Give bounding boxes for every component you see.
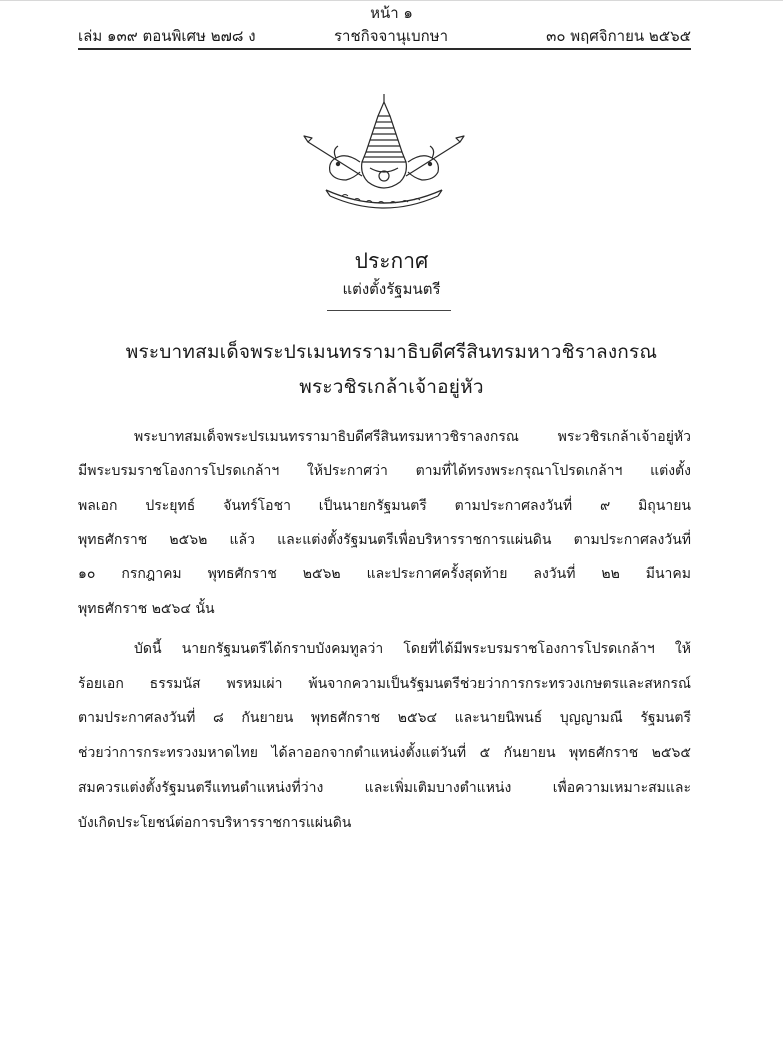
- paragraph-line: ๑๐ กรกฎาคม พุทธศักราช ๒๕๖๒ และประกาศครั้งสุดท้าย ลงวันที่ ๒๒ มีนาคม: [78, 566, 691, 582]
- paragraph-line: พระบาทสมเด็จพระปรเมนทรรามาธิบดีศรีสินทรมหาวชิราลงกรณ พระวชิรเกล้าเจ้าอยู่หัว: [134, 429, 691, 445]
- page-number: หน้า ๑: [370, 4, 413, 22]
- publication-date: ๓๐ พฤศจิกายน ๒๕๖๕: [546, 27, 691, 45]
- paragraph-line: บัดนี้ นายกรัฐมนตรีได้กราบบังคมทูลว่า โดยที่ได้มีพระบรมราชโองการโปรดเกล้าฯ ให้: [134, 641, 691, 657]
- paragraph-line: บังเกิดประโยชน์ต่อการบริหารราชการแผ่นดิน: [78, 815, 352, 831]
- paragraph-line: พุทธศักราช ๒๕๖๔ นั้น: [78, 601, 215, 617]
- paragraph-line: ตามประกาศลงวันที่ ๘ กันยายน พุทธศักราช ๒๕๖๔ และนายนิพนธ์ บุญญามณี รัฐมนตรี: [78, 710, 691, 726]
- royal-emblem-icon: [302, 92, 466, 214]
- gazette-header: [78, 26, 691, 46]
- paragraph-line: มีพระบรมราชโองการโปรดเกล้าฯ ให้ประกาศว่า ตามที่ได้ทรงพระกรุณาโปรดเกล้าฯ แต่งตั้ง: [78, 463, 691, 479]
- paragraph-line: สมควรแต่งตั้งรัฐมนตรีแทนตำแหน่งที่ว่าง และเพิ่มเติมบางตำแหน่ง เพื่อความเหมาะสมและ: [78, 780, 691, 796]
- announcement-title: ประกาศ: [354, 249, 429, 273]
- gazette-name: ราชกิจจานุเบกษา: [334, 27, 449, 45]
- paragraph-line: ช่วยว่าการกระทรวงมหาดไทย ได้ลาออกจากตำแหน่งตั้งแต่วันที่ ๕ กันยายน พุทธศักราช ๒๕๖๕: [78, 745, 691, 761]
- royal-name-line-1: พระบาทสมเด็จพระปรเมนทรรามาธิบดีศรีสินทรมหาวชิราลงกรณ: [125, 341, 658, 363]
- header-divider: [78, 48, 691, 50]
- page-top-border: [0, 0, 783, 1]
- paragraph-line: พุทธศักราช ๒๕๖๒ แล้ว และแต่งตั้งรัฐมนตรีเพื่อบริหารราชการแผ่นดิน ตามประกาศลงวันที่: [78, 532, 691, 548]
- paragraph-line: พลเอก ประยุทธ์ จันทร์โอชา เป็นนายกรัฐมนตรี ตามประกาศลงวันที่ ๙ มิถุนายน: [78, 498, 691, 514]
- royal-name-line-2: พระวชิรเกล้าเจ้าอยู่หัว: [299, 376, 484, 398]
- announcement-subtitle: แต่งตั้งรัฐมนตรี: [342, 280, 441, 298]
- paragraph-line: ร้อยเอก ธรรมนัส พรหมเผ่า พ้นจากความเป็นรัฐมนตรีช่วยว่าการกระทรวงเกษตรและสหกรณ์: [78, 676, 691, 692]
- volume-issue-label: เล่ม ๑๓๙ ตอนพิเศษ ๒๗๘ ง: [78, 27, 256, 45]
- title-divider: [327, 310, 451, 311]
